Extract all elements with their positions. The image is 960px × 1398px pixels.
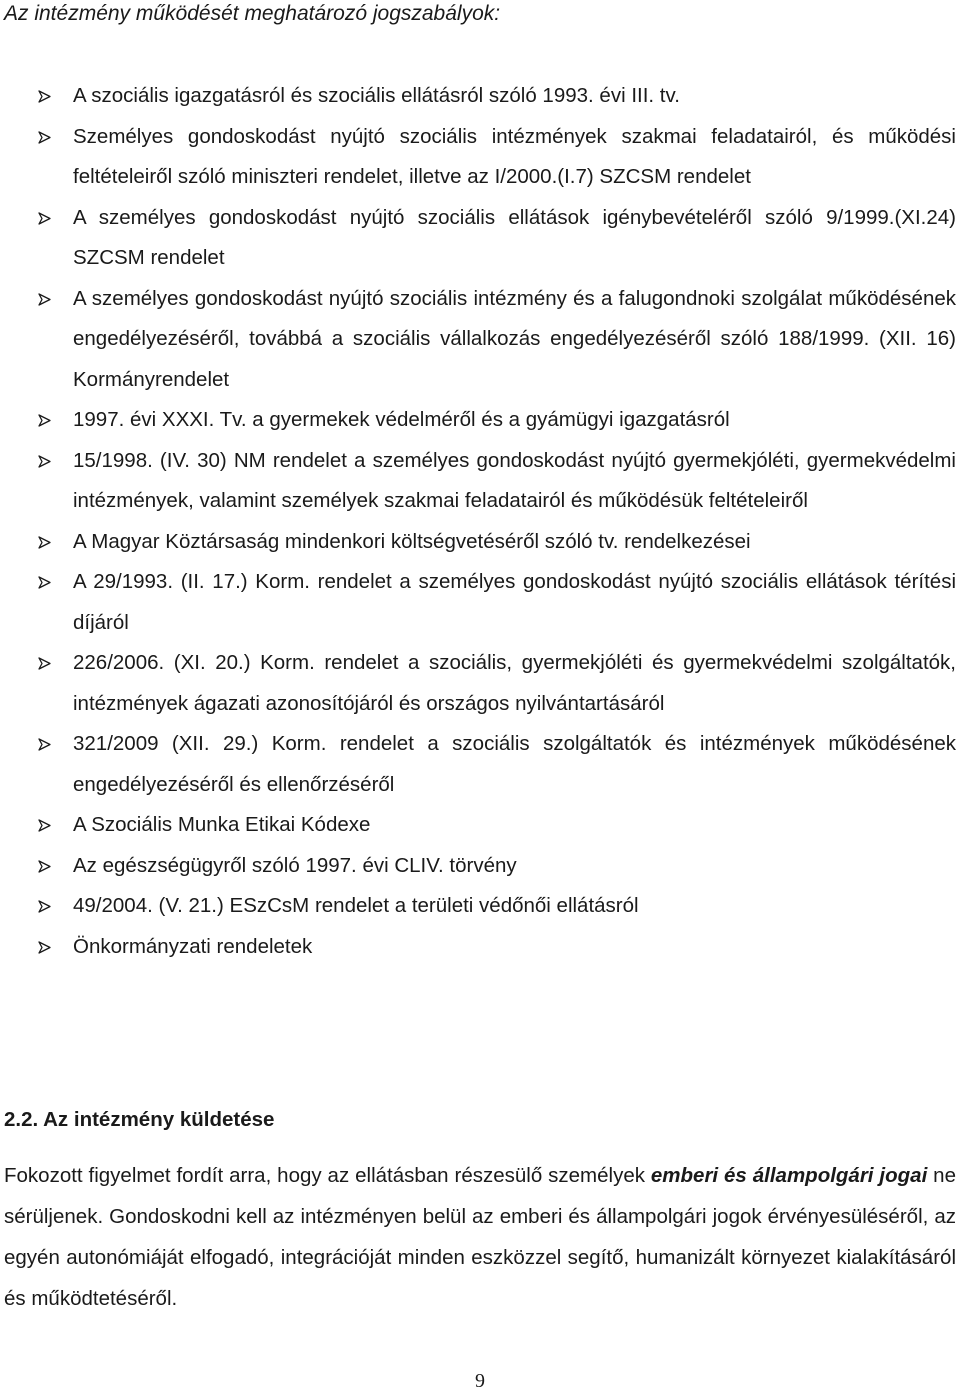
list-item-text: 226/2006. (XI. 20.) Korm. rendelet a szociális, gyermekjóléti és gyermekvédelmi szolgáltatók, intézmények ágazati azonosítójáról és országos nyilvántartásáról bbox=[73, 651, 956, 715]
list-item bbox=[0, 886, 960, 927]
list-item-text: A személyes gondoskodást nyújtó szociális ellátások igénybevételéről szóló 9/1999.(XI.24) SZCSM rendelet bbox=[73, 205, 956, 269]
list-item bbox=[0, 846, 960, 887]
list-item-text: 49/2004. (V. 21.) ESzCsM rendelet a területi védőnői ellátásról bbox=[73, 894, 639, 917]
list-item-text: A Szociális Munka Etikai Kódexe bbox=[73, 813, 371, 836]
list-item bbox=[0, 117, 960, 198]
arrowhead-bullet-icon bbox=[38, 441, 54, 481]
arrowhead-bullet-icon bbox=[38, 562, 54, 602]
arrowhead-bullet-icon bbox=[38, 846, 54, 886]
list-item bbox=[0, 643, 960, 724]
list-item bbox=[0, 805, 960, 846]
section-title: 2.2. Az intézmény küldetése bbox=[4, 1108, 275, 1131]
page-number: 9 bbox=[475, 1370, 485, 1392]
list-item bbox=[0, 562, 960, 643]
arrowhead-bullet-icon bbox=[38, 805, 54, 845]
mission-emphasis: emberi és állampolgári jogai bbox=[650, 1164, 928, 1187]
arrowhead-bullet-icon bbox=[38, 643, 54, 683]
mission-paragraph bbox=[4, 1155, 956, 1319]
list-item bbox=[0, 400, 960, 441]
list-item bbox=[0, 279, 960, 401]
list-item-text: A személyes gondoskodást nyújtó szociális intézmény és a falugondnoki szolgálat működésének engedélyezéséről, továbbá a szociális vállalkozás engedélyezéséről szóló 188/1999. (XII. 16) Kormányrendelet bbox=[73, 286, 956, 391]
list-item bbox=[0, 441, 960, 522]
mission-text-start: Fokozott figyelmet fordít arra, hogy az ellátásban részesülő személyek bbox=[4, 1164, 651, 1187]
list-item-text: 1997. évi XXXI. Tv. a gyermekek védelméről és a gyámügyi igazgatásról bbox=[73, 408, 730, 431]
arrowhead-bullet-icon bbox=[38, 400, 54, 440]
list-item bbox=[0, 198, 960, 279]
arrowhead-bullet-icon bbox=[38, 522, 54, 562]
list-item bbox=[0, 522, 960, 563]
arrowhead-bullet-icon bbox=[38, 724, 54, 764]
arrowhead-bullet-icon bbox=[38, 76, 54, 116]
list-item bbox=[0, 724, 960, 805]
arrowhead-bullet-icon bbox=[38, 198, 54, 238]
regulations-list bbox=[0, 76, 960, 967]
list-item-text: A szociális igazgatásról és szociális ellátásról szóló 1993. évi III. tv. bbox=[73, 84, 680, 107]
list-item-text: A Magyar Köztársaság mindenkori költségvetéséről szóló tv. rendelkezései bbox=[73, 529, 751, 553]
list-item-text: A 29/1993. (II. 17.) Korm. rendelet a személyes gondoskodást nyújtó szociális ellátások térítési díjáról bbox=[73, 570, 956, 634]
arrowhead-bullet-icon bbox=[38, 886, 54, 926]
list-item bbox=[0, 76, 960, 117]
arrowhead-bullet-icon bbox=[38, 927, 54, 967]
list-item-text: 321/2009 (XII. 29.) Korm. rendelet a szociális szolgáltatók és intézmények működésének engedélyezéséről és ellenőrzéséről bbox=[73, 732, 956, 796]
arrowhead-bullet-icon bbox=[38, 279, 54, 319]
list-item-text: Az egészségügyről szóló 1997. évi CLIV. törvény bbox=[73, 853, 517, 877]
list-item bbox=[0, 927, 960, 968]
list-item-text: Személyes gondoskodást nyújtó szociális intézmények szakmai feladatairól, és működési feltételeiről szóló miniszteri rendelet, illetve az I/2000.(I.7) SZCSM rendelet bbox=[73, 124, 956, 188]
list-item-text: Önkormányzati rendeletek bbox=[73, 934, 313, 958]
mission-text-end: ne sérüljenek. Gondoskodni kell az intézményen belül az emberi és állampolgári jogok érvényesüléséről, az egyén autonómiáját elfogadó, integrációját minden eszközzel segítő, humanizált környezet kialakításáról és működtetéséről. bbox=[4, 1164, 956, 1310]
arrowhead-bullet-icon bbox=[38, 117, 54, 157]
list-item-text: 15/1998. (IV. 30) NM rendelet a személyes gondoskodást nyújtó gyermekjóléti, gyermekvédelmi intézmények, valamint személyek szakmai feladatairól és működésük feltételeiről bbox=[73, 448, 956, 512]
regulations-heading: Az intézmény működését meghatározó jogszabályok: bbox=[4, 2, 501, 25]
